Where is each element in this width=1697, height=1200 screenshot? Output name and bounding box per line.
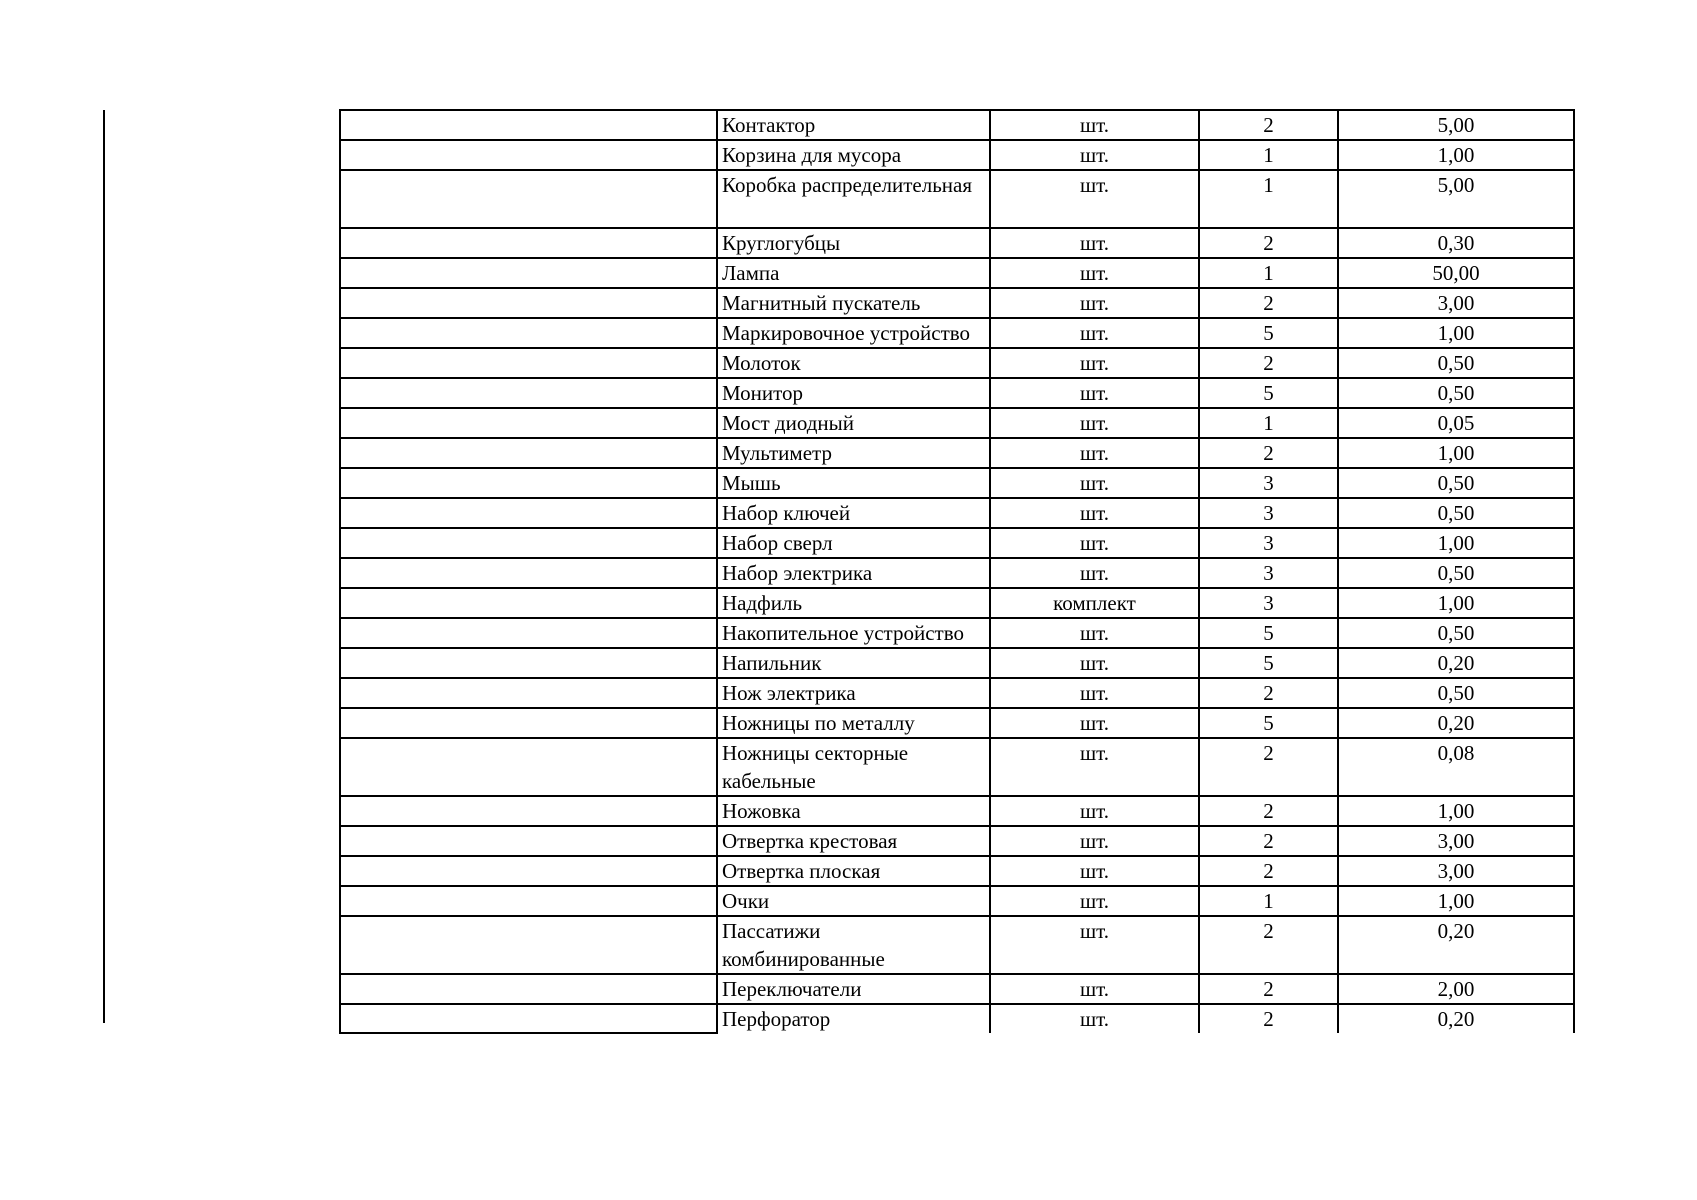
blank-cell	[340, 468, 717, 498]
blank-cell	[340, 288, 717, 318]
value-cell: 1,00	[1338, 796, 1574, 826]
item-name-cell: Мышь	[717, 468, 990, 498]
quantity-cell: 2	[1199, 678, 1338, 708]
value-cell: 0,05	[1338, 408, 1574, 438]
table-row	[340, 588, 1574, 618]
item-name-cell: Отвертка плоская	[717, 856, 990, 886]
item-name-cell: Набор сверл	[717, 528, 990, 558]
quantity-cell: 2	[1199, 856, 1338, 886]
quantity-cell: 1	[1199, 886, 1338, 916]
unit-cell: шт.	[990, 318, 1199, 348]
blank-cell	[340, 916, 717, 974]
unit-cell: шт.	[990, 648, 1199, 678]
unit-cell: шт.	[990, 378, 1199, 408]
value-cell: 1,00	[1338, 140, 1574, 170]
blank-cell	[340, 974, 717, 1004]
unit-cell: шт.	[990, 1004, 1199, 1033]
item-name-cell: Молоток	[717, 348, 990, 378]
quantity-cell: 5	[1199, 648, 1338, 678]
item-name-cell: Ножовка	[717, 796, 990, 826]
quantity-cell: 1	[1199, 258, 1338, 288]
quantity-cell: 1	[1199, 170, 1338, 228]
blank-cell	[340, 318, 717, 348]
item-name-cell: Лампа	[717, 258, 990, 288]
blank-cell	[340, 378, 717, 408]
table-row	[340, 558, 1574, 588]
blank-cell	[340, 856, 717, 886]
value-cell: 0,50	[1338, 348, 1574, 378]
item-name-cell: Переключатели	[717, 974, 990, 1004]
unit-cell: шт.	[990, 438, 1199, 468]
value-cell: 0,08	[1338, 738, 1574, 796]
quantity-cell: 2	[1199, 110, 1338, 140]
item-name-cell: Набор ключей	[717, 498, 990, 528]
table-row	[340, 228, 1574, 258]
item-name-cell: Очки	[717, 886, 990, 916]
quantity-cell: 2	[1199, 1004, 1338, 1033]
blank-cell	[340, 498, 717, 528]
unit-cell: шт.	[990, 408, 1199, 438]
value-cell: 1,00	[1338, 528, 1574, 558]
item-name-cell: Контактор	[717, 110, 990, 140]
unit-cell: шт.	[990, 826, 1199, 856]
value-cell: 5,00	[1338, 170, 1574, 228]
quantity-cell: 5	[1199, 618, 1338, 648]
blank-cell	[340, 708, 717, 738]
value-cell: 0,20	[1338, 648, 1574, 678]
item-name-cell: Ножницы секторные кабельные	[717, 738, 990, 796]
unit-cell: шт.	[990, 528, 1199, 558]
table-row	[340, 796, 1574, 826]
blank-cell	[340, 110, 717, 140]
value-cell: 50,00	[1338, 258, 1574, 288]
table-row	[340, 318, 1574, 348]
value-cell: 0,20	[1338, 916, 1574, 974]
table-row	[340, 528, 1574, 558]
unit-cell: шт.	[990, 886, 1199, 916]
blank-cell	[340, 1004, 717, 1033]
quantity-cell: 2	[1199, 288, 1338, 318]
unit-cell: шт.	[990, 288, 1199, 318]
blank-cell	[340, 348, 717, 378]
item-name-cell: Корзина для мусора	[717, 140, 990, 170]
item-name-cell: Мост диодный	[717, 408, 990, 438]
quantity-cell: 1	[1199, 140, 1338, 170]
quantity-cell: 2	[1199, 438, 1338, 468]
unit-cell: шт.	[990, 498, 1199, 528]
table-row	[340, 498, 1574, 528]
blank-cell	[340, 170, 717, 228]
unit-cell: шт.	[990, 228, 1199, 258]
table-row	[340, 916, 1574, 974]
table-row	[340, 170, 1574, 228]
blank-cell	[340, 678, 717, 708]
table-row	[340, 856, 1574, 886]
value-cell: 5,00	[1338, 110, 1574, 140]
item-name-cell: Набор электрика	[717, 558, 990, 588]
quantity-cell: 2	[1199, 916, 1338, 974]
unit-cell: шт.	[990, 110, 1199, 140]
blank-cell	[340, 618, 717, 648]
quantity-cell: 5	[1199, 318, 1338, 348]
value-cell: 3,00	[1338, 288, 1574, 318]
unit-cell: шт.	[990, 140, 1199, 170]
value-cell: 0,50	[1338, 558, 1574, 588]
blank-cell	[340, 588, 717, 618]
value-cell: 1,00	[1338, 438, 1574, 468]
table-row	[340, 886, 1574, 916]
quantity-cell: 5	[1199, 378, 1338, 408]
table-row	[340, 708, 1574, 738]
item-name-cell: Ножницы по металлу	[717, 708, 990, 738]
item-name-cell: Пассатижи комбинированные	[717, 916, 990, 974]
blank-cell	[340, 796, 717, 826]
quantity-cell: 5	[1199, 708, 1338, 738]
item-name-cell: Отвертка крестовая	[717, 826, 990, 856]
quantity-cell: 2	[1199, 974, 1338, 1004]
value-cell: 0,20	[1338, 708, 1574, 738]
quantity-cell: 3	[1199, 468, 1338, 498]
table-row	[340, 974, 1574, 1004]
value-cell: 0,50	[1338, 618, 1574, 648]
unit-cell: шт.	[990, 348, 1199, 378]
item-name-cell: Нож электрика	[717, 678, 990, 708]
item-name-cell: Напильник	[717, 648, 990, 678]
table-row	[340, 378, 1574, 408]
value-cell: 1,00	[1338, 886, 1574, 916]
blank-cell	[340, 826, 717, 856]
table-row	[340, 468, 1574, 498]
item-name-cell: Надфиль	[717, 588, 990, 618]
unit-cell: шт.	[990, 170, 1199, 228]
unit-cell: шт.	[990, 974, 1199, 1004]
value-cell: 1,00	[1338, 318, 1574, 348]
value-cell: 0,50	[1338, 468, 1574, 498]
table-row	[340, 348, 1574, 378]
table-row	[340, 826, 1574, 856]
value-cell: 1,00	[1338, 588, 1574, 618]
table-row	[340, 438, 1574, 468]
unit-cell: шт.	[990, 558, 1199, 588]
table-row	[340, 110, 1574, 140]
blank-cell	[340, 408, 717, 438]
table-row	[340, 648, 1574, 678]
blank-cell	[340, 438, 717, 468]
value-cell: 0,20	[1338, 1004, 1574, 1033]
table-row	[340, 678, 1574, 708]
unit-cell: шт.	[990, 708, 1199, 738]
unit-cell: шт.	[990, 258, 1199, 288]
table-row	[340, 140, 1574, 170]
value-cell: 3,00	[1338, 826, 1574, 856]
unit-cell: шт.	[990, 618, 1199, 648]
quantity-cell: 2	[1199, 826, 1338, 856]
item-name-cell: Маркировочное устройство	[717, 318, 990, 348]
unit-cell: шт.	[990, 468, 1199, 498]
item-name-cell: Коробка распределительная	[717, 170, 990, 228]
unit-cell: шт.	[990, 738, 1199, 796]
equipment-table-body	[340, 110, 1574, 1033]
item-name-cell: Магнитный пускатель	[717, 288, 990, 318]
blank-cell	[340, 738, 717, 796]
table-row	[340, 618, 1574, 648]
blank-cell	[340, 258, 717, 288]
value-cell: 0,50	[1338, 498, 1574, 528]
unit-cell: шт.	[990, 796, 1199, 826]
blank-cell	[340, 648, 717, 678]
blank-cell	[340, 558, 717, 588]
quantity-cell: 1	[1199, 408, 1338, 438]
quantity-cell: 2	[1199, 738, 1338, 796]
item-name-cell: Перфоратор	[717, 1004, 990, 1033]
table-row	[340, 1004, 1574, 1033]
quantity-cell: 3	[1199, 498, 1338, 528]
value-cell: 0,30	[1338, 228, 1574, 258]
quantity-cell: 2	[1199, 348, 1338, 378]
unit-cell: шт.	[990, 916, 1199, 974]
table-row	[340, 408, 1574, 438]
equipment-table	[339, 109, 1575, 1034]
unit-cell: комплект	[990, 588, 1199, 618]
blank-cell	[340, 228, 717, 258]
item-name-cell: Монитор	[717, 378, 990, 408]
quantity-cell: 3	[1199, 588, 1338, 618]
unit-cell: шт.	[990, 856, 1199, 886]
blank-cell	[340, 528, 717, 558]
blank-cell	[340, 140, 717, 170]
value-cell: 0,50	[1338, 378, 1574, 408]
item-name-cell: Круглогубцы	[717, 228, 990, 258]
quantity-cell: 2	[1199, 228, 1338, 258]
quantity-cell: 3	[1199, 528, 1338, 558]
value-cell: 2,00	[1338, 974, 1574, 1004]
table-row	[340, 288, 1574, 318]
value-cell: 3,00	[1338, 856, 1574, 886]
quantity-cell: 2	[1199, 796, 1338, 826]
value-cell: 0,50	[1338, 678, 1574, 708]
left-margin-rule	[103, 110, 105, 1023]
table-row	[340, 738, 1574, 796]
quantity-cell: 3	[1199, 558, 1338, 588]
item-name-cell: Накопительное устройство	[717, 618, 990, 648]
item-name-cell: Мультиметр	[717, 438, 990, 468]
unit-cell: шт.	[990, 678, 1199, 708]
table-row	[340, 258, 1574, 288]
blank-cell	[340, 886, 717, 916]
